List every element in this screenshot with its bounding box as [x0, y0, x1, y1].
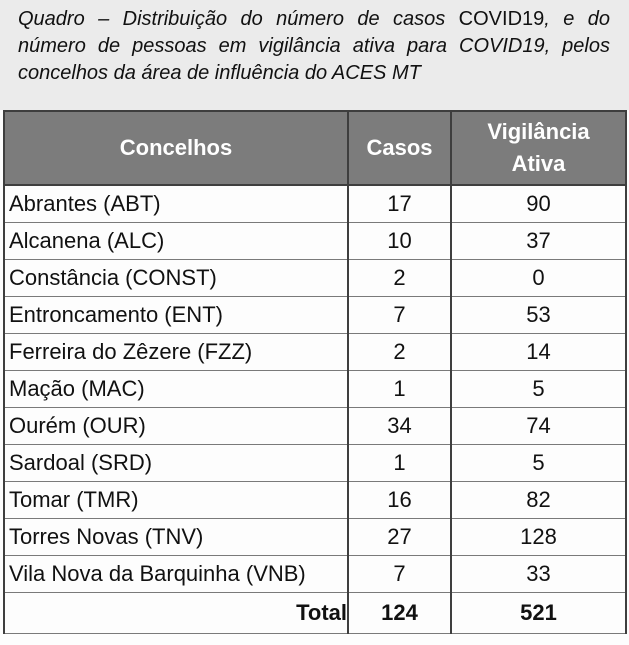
table-row	[4, 185, 626, 223]
row-name: Abrantes (ABT)	[4, 185, 348, 223]
row-vigilancia: 90	[451, 185, 626, 223]
header-vigilancia-line1: Vigilância	[487, 119, 590, 144]
total-row	[4, 593, 626, 634]
header-row	[4, 111, 626, 185]
table-row	[4, 482, 626, 519]
row-casos: 34	[348, 408, 451, 445]
cases-table	[3, 110, 627, 634]
row-casos: 7	[348, 556, 451, 593]
row-name: Sardoal (SRD)	[4, 445, 348, 482]
caption-covid: COVID19	[458, 8, 545, 30]
row-vigilancia: 5	[451, 445, 626, 482]
row-casos: 1	[348, 371, 451, 408]
caption-rest: , e do número de pessoas em vigilância ativa para COVID19, pelos concelhos da área de influência do ACES MT	[18, 8, 610, 84]
table-row	[4, 223, 626, 260]
row-vigilancia: 37	[451, 223, 626, 260]
row-vigilancia: 14	[451, 334, 626, 371]
row-casos: 17	[348, 185, 451, 223]
table-row	[4, 297, 626, 334]
row-name: Constância (CONST)	[4, 260, 348, 297]
table-row	[4, 260, 626, 297]
header-casos: Casos	[348, 111, 451, 185]
row-casos: 27	[348, 519, 451, 556]
row-casos: 1	[348, 445, 451, 482]
row-vigilancia: 74	[451, 408, 626, 445]
row-name: Mação (MAC)	[4, 371, 348, 408]
table-row	[4, 556, 626, 593]
row-vigilancia: 33	[451, 556, 626, 593]
row-name: Vila Nova da Barquinha (VNB)	[4, 556, 348, 593]
row-vigilancia: 0	[451, 260, 626, 297]
row-casos: 2	[348, 260, 451, 297]
total-vigilancia: 521	[451, 593, 626, 634]
table-row	[4, 445, 626, 482]
row-name: Tomar (TMR)	[4, 482, 348, 519]
table-caption	[18, 6, 610, 87]
caption-prefix: Quadro – Distribuição do número de casos	[18, 8, 446, 30]
row-name: Alcanena (ALC)	[4, 223, 348, 260]
row-vigilancia: 53	[451, 297, 626, 334]
row-vigilancia: 128	[451, 519, 626, 556]
row-casos: 16	[348, 482, 451, 519]
table-row	[4, 408, 626, 445]
header-vigilancia	[451, 111, 626, 185]
total-label: Total	[4, 593, 348, 634]
header-concelhos: Concelhos	[4, 111, 348, 185]
row-name: Entroncamento (ENT)	[4, 297, 348, 334]
row-casos: 7	[348, 297, 451, 334]
row-name: Ourém (OUR)	[4, 408, 348, 445]
table-row	[4, 334, 626, 371]
table-row	[4, 519, 626, 556]
header-vigilancia-line2: Ativa	[511, 151, 566, 176]
row-name: Ferreira do Zêzere (FZZ)	[4, 334, 348, 371]
row-vigilancia: 5	[451, 371, 626, 408]
row-name: Torres Novas (TNV)	[4, 519, 348, 556]
total-casos: 124	[348, 593, 451, 634]
table-sheet	[0, 110, 629, 645]
row-casos: 10	[348, 223, 451, 260]
row-casos: 2	[348, 334, 451, 371]
row-vigilancia: 82	[451, 482, 626, 519]
table-row	[4, 371, 626, 408]
